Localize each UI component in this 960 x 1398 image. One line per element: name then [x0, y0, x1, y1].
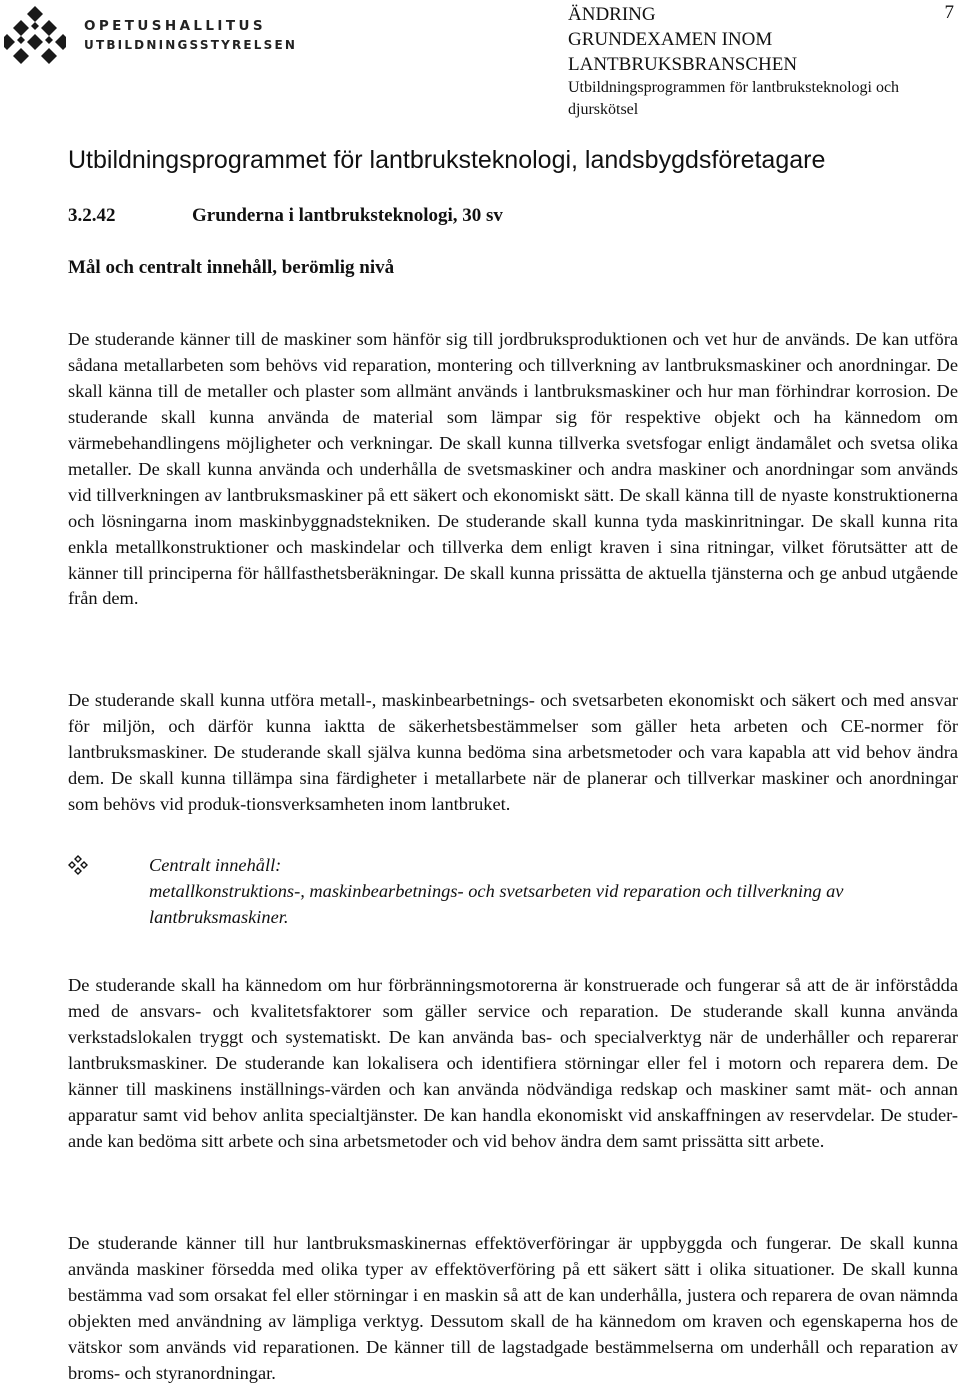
header-line: djurskötsel — [568, 101, 639, 118]
central-content-label: Centralt innehåll: — [149, 855, 282, 875]
page-number: 7 — [944, 2, 954, 23]
organization-logo — [4, 4, 298, 64]
paragraph: De studerande skall ha kännedom om hur förbränningsmotorerna är konstruerade och fungerar så att de är införstådda med de ansvars- och kvalitetsfaktorer som gäller service och reparation. De studerande skall kunna använda verkstadslokalen tryggt och systematiskt. De kan använda bas- och specialverktyg när de underhåller och reparerar lantbruksmaskiner. De studerande kan lokalisera och identifiera störningar eller fel i motorn och reparera dem. De känner till maskinens inställnings-värden och kan använda nödvändiga redskap och maskiner samt mät- och annan apparatur samt vid behov anlita specialtjänster. De kan handla ekonomiskt vid anskaffningen av reservdelar. De studer-ande kan bedöma sitt arbete och sina arbetsmetoder och vid behov ändra dem samt prissätta sitt arbete. — [68, 975, 958, 1151]
paragraph: De studerande känner till de maskiner som hänför sig till jordbruksproduktionen och vet hur de används. De kan utföra sådana metallarbeten som behövs vid reparation, montering och tillverkning av lantbruksmaskiner och anordningar. De skall känna till de metaller och plaster som allmänt används i lantbruksmaskiner och hur man förhindrar korrosion. De studerande skall kunna använda de material som lämpar sig för respektive objekt och ha kännedom om värmebehandlingens möjligheter och verkningar. De skall kunna tillverka svetsfogar enligt ändamålet och svetsa olika metaller. De skall kunna använda och underhålla de svetsmaskiner och andra maskiner och anordningar som används vid tillverkningen av lantbruksmaskiner på ett säkert och ekonomiskt sätt. De skall känna till de nyaste konstruktionerna och lösningarna inom maskinbyggnadstekniken. De studerande skall kunna tyda maskinritningar. De skall kunna rita enkla metallkonstruktioner och maskindelar och tillverka dem enligt kraven i sina ritningar, vilket förutsätter att de känner till principerna för hållfasthetsberäkningar. De skall kunna prissätta de aktuella tjänsterna och ge anbud utgående från dem. — [68, 329, 958, 609]
header-line: Utbildningsprogrammen för lantbruksteknologi och — [568, 79, 900, 96]
program-title: Utbildningsprogrammet för lantbruksteknologi, landsbygdsföretagare — [68, 146, 826, 174]
four-diamond-bullet-icon — [68, 855, 88, 875]
header-line: LANTBRUKSBRANSCHEN — [568, 54, 798, 75]
paragraph: De studerande känner till hur lantbruksmaskinernas effektöverföringar är uppbyggda och fungerar. De skall kunna använda maskiner försedda med olika typer av effektöverföring på ett säkert sätt i olika situationer. De skall kunna bestämma vad som orsakat fel eller störningar i en maskin så att de kan underhålla, justera och reparera de ovan nämnda objekten med användning av lämpliga verktyg. Dessutom skall de ha kännedom om kraven och egenskaperna hos de vätskor som används vid reparationen. De känner till de lagstadgade bestämmelserna om underhåll och reparation av broms- och styranordningar. — [68, 1233, 958, 1383]
header-line: ÄNDRING — [568, 4, 656, 25]
org-name-finnish: OPETUSHALLITUS — [84, 18, 266, 34]
paragraph: De studerande skall kunna utföra metall-, maskinbearbetnings- och svetsarbeten ekonomiskt och säkert och med ansvar för miljön, och därför kunna iaktta de säkerhetsbestämmelser som gäller heta arbeten och CE-normer för lantbruksmaskiner. De studerande skall själva kunna bedöma sina arbetsmetoder och vara kapabla att vid behov ändra dem. De skall kunna tillämpa sina färdigheter i metallarbete när de planerar och tillverkar maskiner och anordningar som behövs vid produk-tionsverksamheten inom lantbruket. — [68, 690, 958, 815]
diamond-lattice-logo-icon — [4, 4, 66, 66]
section-title: Grunderna i lantbruksteknologi, 30 sv — [192, 205, 503, 226]
header-line: GRUNDEXAMEN INOM — [568, 29, 773, 50]
document-header — [568, 2, 960, 121]
section-number: 3.2.42 — [68, 205, 116, 226]
org-name-swedish: UTBILDNINGSSTYRELSEN — [84, 38, 298, 52]
subheading: Mål och centralt innehåll, berömlig nivå — [68, 257, 395, 278]
section-heading — [68, 205, 503, 227]
central-content-text: metallkonstruktions-, maskinbearbetnings- och svetsarbeten vid reparation och tillverkning av lantbruksmaskiner. — [149, 881, 844, 927]
